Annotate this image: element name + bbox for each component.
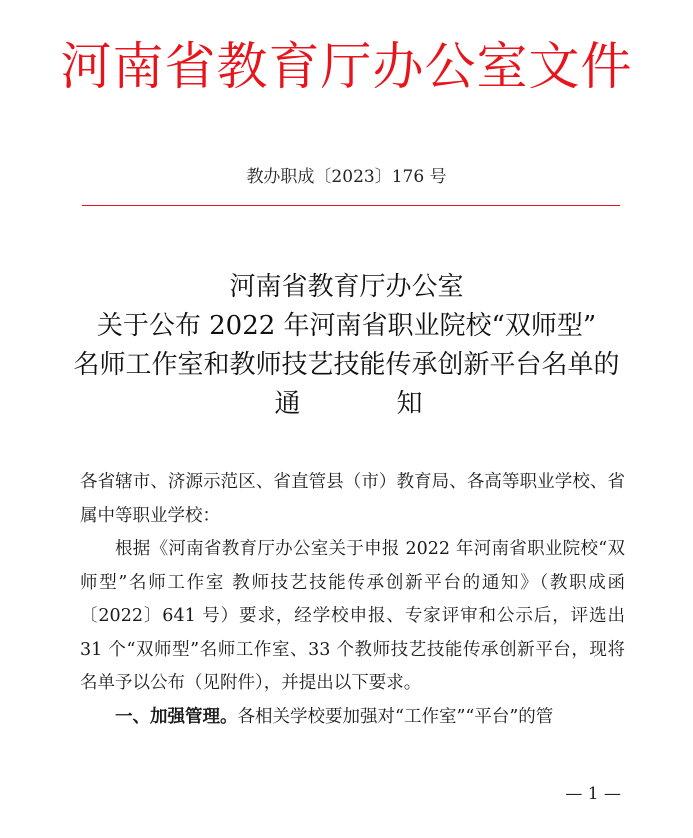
body-paragraph-1: 根据《河南省教育厅办公室关于申报 2022 年河南省职业院校“双师型”名师工作室 教师技艺技能传承创新平台的通知》（教职成函〔2022〕641 号）要求，经学校申报、专家评审和公示后，评选出 31 个“双师型”名师工作室、33 个教师技艺技能传承创新平台，现将名单予以公布（见附件），并提出以下要求。 bbox=[80, 539, 625, 693]
title-line-1: 河南省教育厅办公室 bbox=[229, 272, 464, 302]
document-number: 教办职成〔2023〕176 号 bbox=[246, 167, 447, 187]
title-notice-char-2: 知 bbox=[396, 389, 423, 419]
page-number: — 1 — bbox=[565, 784, 621, 804]
title-notice-char-1: 通 bbox=[274, 389, 301, 419]
notice-title bbox=[0, 268, 693, 424]
section-1-text: 各相关学校要加强对“工作室”“平台”的管 bbox=[237, 706, 554, 727]
section-1-heading: 一、加强管理。 bbox=[115, 706, 238, 727]
section-1-paragraph bbox=[80, 701, 625, 735]
title-line-3: 名师工作室和教师技艺技能传承创新平台名单的 bbox=[73, 350, 620, 380]
title-line-4 bbox=[0, 385, 693, 424]
title-line-2: 关于公布 2022 年河南省职业院校“双师型” bbox=[96, 311, 597, 341]
document-header-title: 河南省教育厅办公室文件 bbox=[60, 38, 633, 97]
recipients-paragraph: 各省辖市、济源示范区、省直管县（市）教育局、各高等职业学校、省属中等职业学校： bbox=[80, 472, 625, 526]
red-divider-line bbox=[82, 205, 620, 206]
document-body bbox=[80, 466, 625, 734]
